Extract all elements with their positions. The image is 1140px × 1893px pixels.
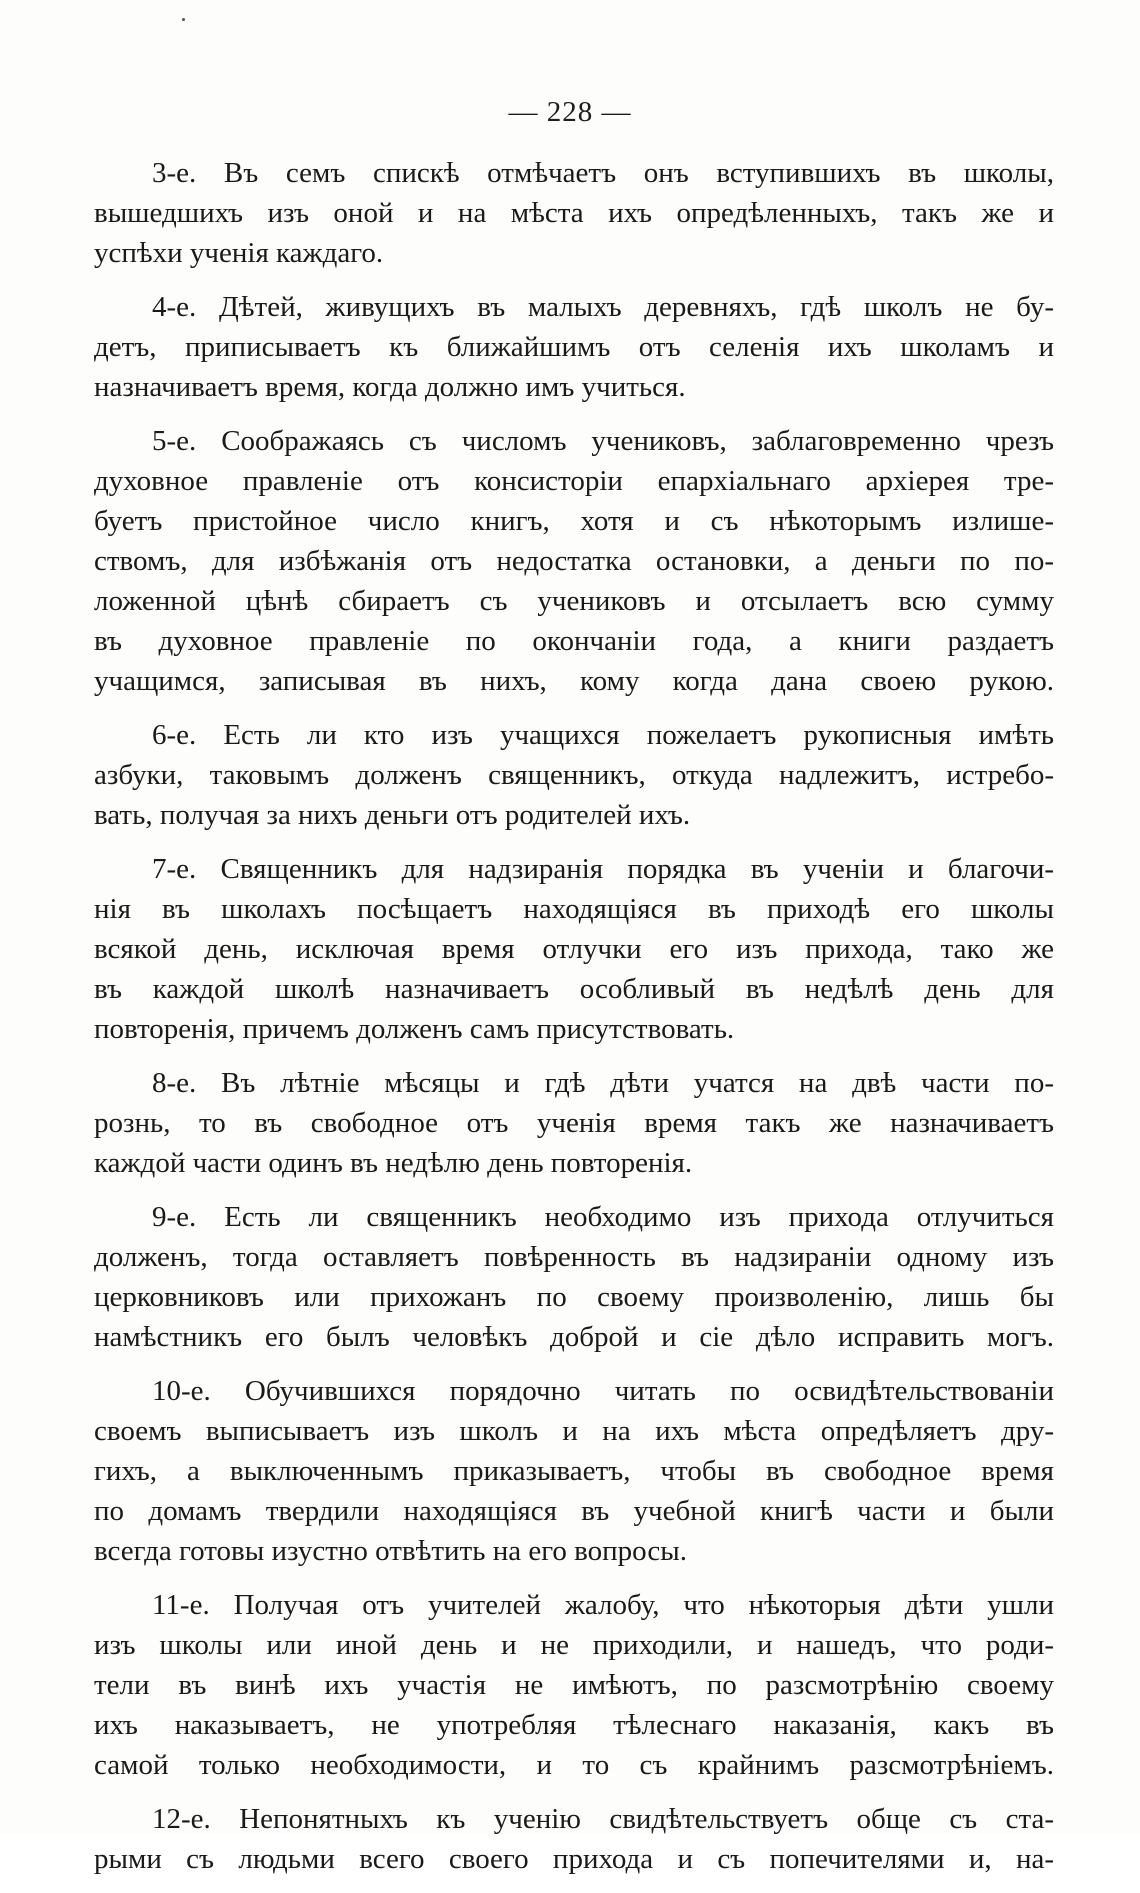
text-line: самой только необходимости, и то съ крайнимъ разсмотрѣніемъ. [94, 1749, 1054, 1781]
text-line: буетъ пристойное число книгъ, хотя и съ нѣкоторымъ излише- [94, 505, 1054, 537]
paragraph-11 [94, 1585, 1054, 1785]
text-line: успѣхи ученія каждаго. [94, 237, 384, 269]
text-line: вышедшихъ изъ оной и на мѣста ихъ опредѣленныхъ, такъ же и [94, 197, 1054, 229]
text-line: своемъ выписываетъ изъ школъ и на ихъ мѣста опредѣляетъ дру- [94, 1415, 1054, 1447]
text-line: каждой части одинъ въ недѣлю день повторенія. [94, 1147, 693, 1179]
text-line: ихъ наказываетъ, не употребляя тѣлеснаго наказанія, какъ въ [94, 1709, 1054, 1741]
text-line: повторенія, причемъ долженъ самъ присутствовать. [94, 1013, 735, 1045]
text-line: всякой день, исключая время отлучки его изъ прихода, тако же [94, 933, 1054, 965]
page-number: — 228 — [508, 96, 632, 128]
paragraph-10 [94, 1371, 1054, 1571]
text-line: въ каждой школѣ назначиваетъ особливый въ недѣлѣ день для [94, 973, 1054, 1005]
text-line: 9-е. Есть ли священникъ необходимо изъ прихода отлучиться [152, 1201, 1054, 1233]
text-line: учащимся, записывая въ нихъ, кому когда дана своею рукою. [94, 665, 1054, 697]
paragraph-3 [94, 153, 1054, 273]
text-line: азбуки, таковымъ долженъ священникъ, откуда надлежитъ, истребо- [94, 759, 1054, 791]
paragraph-9 [94, 1197, 1054, 1357]
text-line: въ духовное правленіе по окончаніи года, а книги раздаетъ [94, 625, 1054, 657]
text-line: ложенной цѣнѣ сбираетъ съ учениковъ и отсылаетъ всю сумму [94, 585, 1054, 617]
text-line: назначиваетъ время, когда должно имъ учиться. [94, 371, 686, 403]
text-line: 7-е. Священникъ для надзиранія порядка въ ученіи и благочи- [152, 853, 1054, 885]
text-line: по домамъ твердили находящіяся въ учебной книгѣ части и были [94, 1495, 1054, 1527]
text-line: 6-е. Есть ли кто изъ учащихся пожелаетъ рукописныя имѣть [152, 719, 1054, 751]
paragraph-5 [94, 421, 1054, 701]
text-line: 8-е. Въ лѣтніе мѣсяцы и гдѣ дѣти учатся на двѣ части по- [152, 1067, 1054, 1099]
paragraph-12 [94, 1799, 1054, 1879]
text-line: всегда готовы изустно отвѣтить на его вопросы. [94, 1535, 687, 1567]
text-line: вать, получая за нихъ деньги отъ родителей ихъ. [94, 799, 691, 831]
text-line: 11-е. Получая отъ учителей жалобу, что нѣкоторыя дѣти ушли [152, 1589, 1054, 1621]
print-speck [182, 18, 185, 21]
text-line: рыми съ людьми всего своего прихода и съ попечителями и, на- [94, 1843, 1054, 1875]
paragraph-6 [94, 715, 1054, 835]
paragraph-4 [94, 287, 1054, 407]
text-line: изъ школы или иной день и не приходили, и нашедъ, что роди- [94, 1629, 1054, 1661]
text-line: детъ, приписываетъ къ ближайшимъ отъ селенія ихъ школамъ и [94, 331, 1054, 363]
text-line: долженъ, тогда оставляетъ повѣренность въ надзираніи одному изъ [94, 1241, 1054, 1273]
text-column [94, 153, 1054, 1893]
text-line: 3-е. Въ семъ спискѣ отмѣчаетъ онъ вступившихъ въ школы, [152, 157, 1054, 189]
text-line: 10-е. Обучившихся порядочно читать по освидѣтельствованіи [152, 1375, 1054, 1407]
text-line: 4-е. Дѣтей, живущихъ въ малыхъ деревняхъ, гдѣ школъ не бу- [152, 291, 1054, 323]
text-line: церковниковъ или прихожанъ по своему произволенію, лишь бы [94, 1281, 1054, 1313]
text-line: тели въ винѣ ихъ участія не имѣютъ, по разсмотрѣнію своему [94, 1669, 1054, 1701]
paragraph-8 [94, 1063, 1054, 1183]
text-line: гихъ, а выключеннымъ приказываетъ, чтобы въ свободное время [94, 1455, 1054, 1487]
text-line: 5-е. Соображаясь съ числомъ учениковъ, заблаговременно чрезъ [152, 425, 1054, 457]
text-line: намѣстникъ его былъ человѣкъ доброй и сіе дѣло исправить могъ. [94, 1321, 1054, 1353]
text-line: духовное правленіе отъ консисторіи епархіальнаго архіерея тре- [94, 465, 1054, 497]
text-line: ствомъ, для избѣжанія отъ недостатка остановки, а деньги по по- [94, 545, 1054, 577]
text-line: рознь, то въ свободное отъ ученія время такъ же назначиваетъ [94, 1107, 1054, 1139]
paragraph-7 [94, 849, 1054, 1049]
text-line: нія въ школахъ посѣщаетъ находящіяся въ приходѣ его школы [94, 893, 1054, 925]
text-line: 12-е. Непонятныхъ къ ученію свидѣтельствуетъ обще съ ста- [152, 1803, 1054, 1835]
